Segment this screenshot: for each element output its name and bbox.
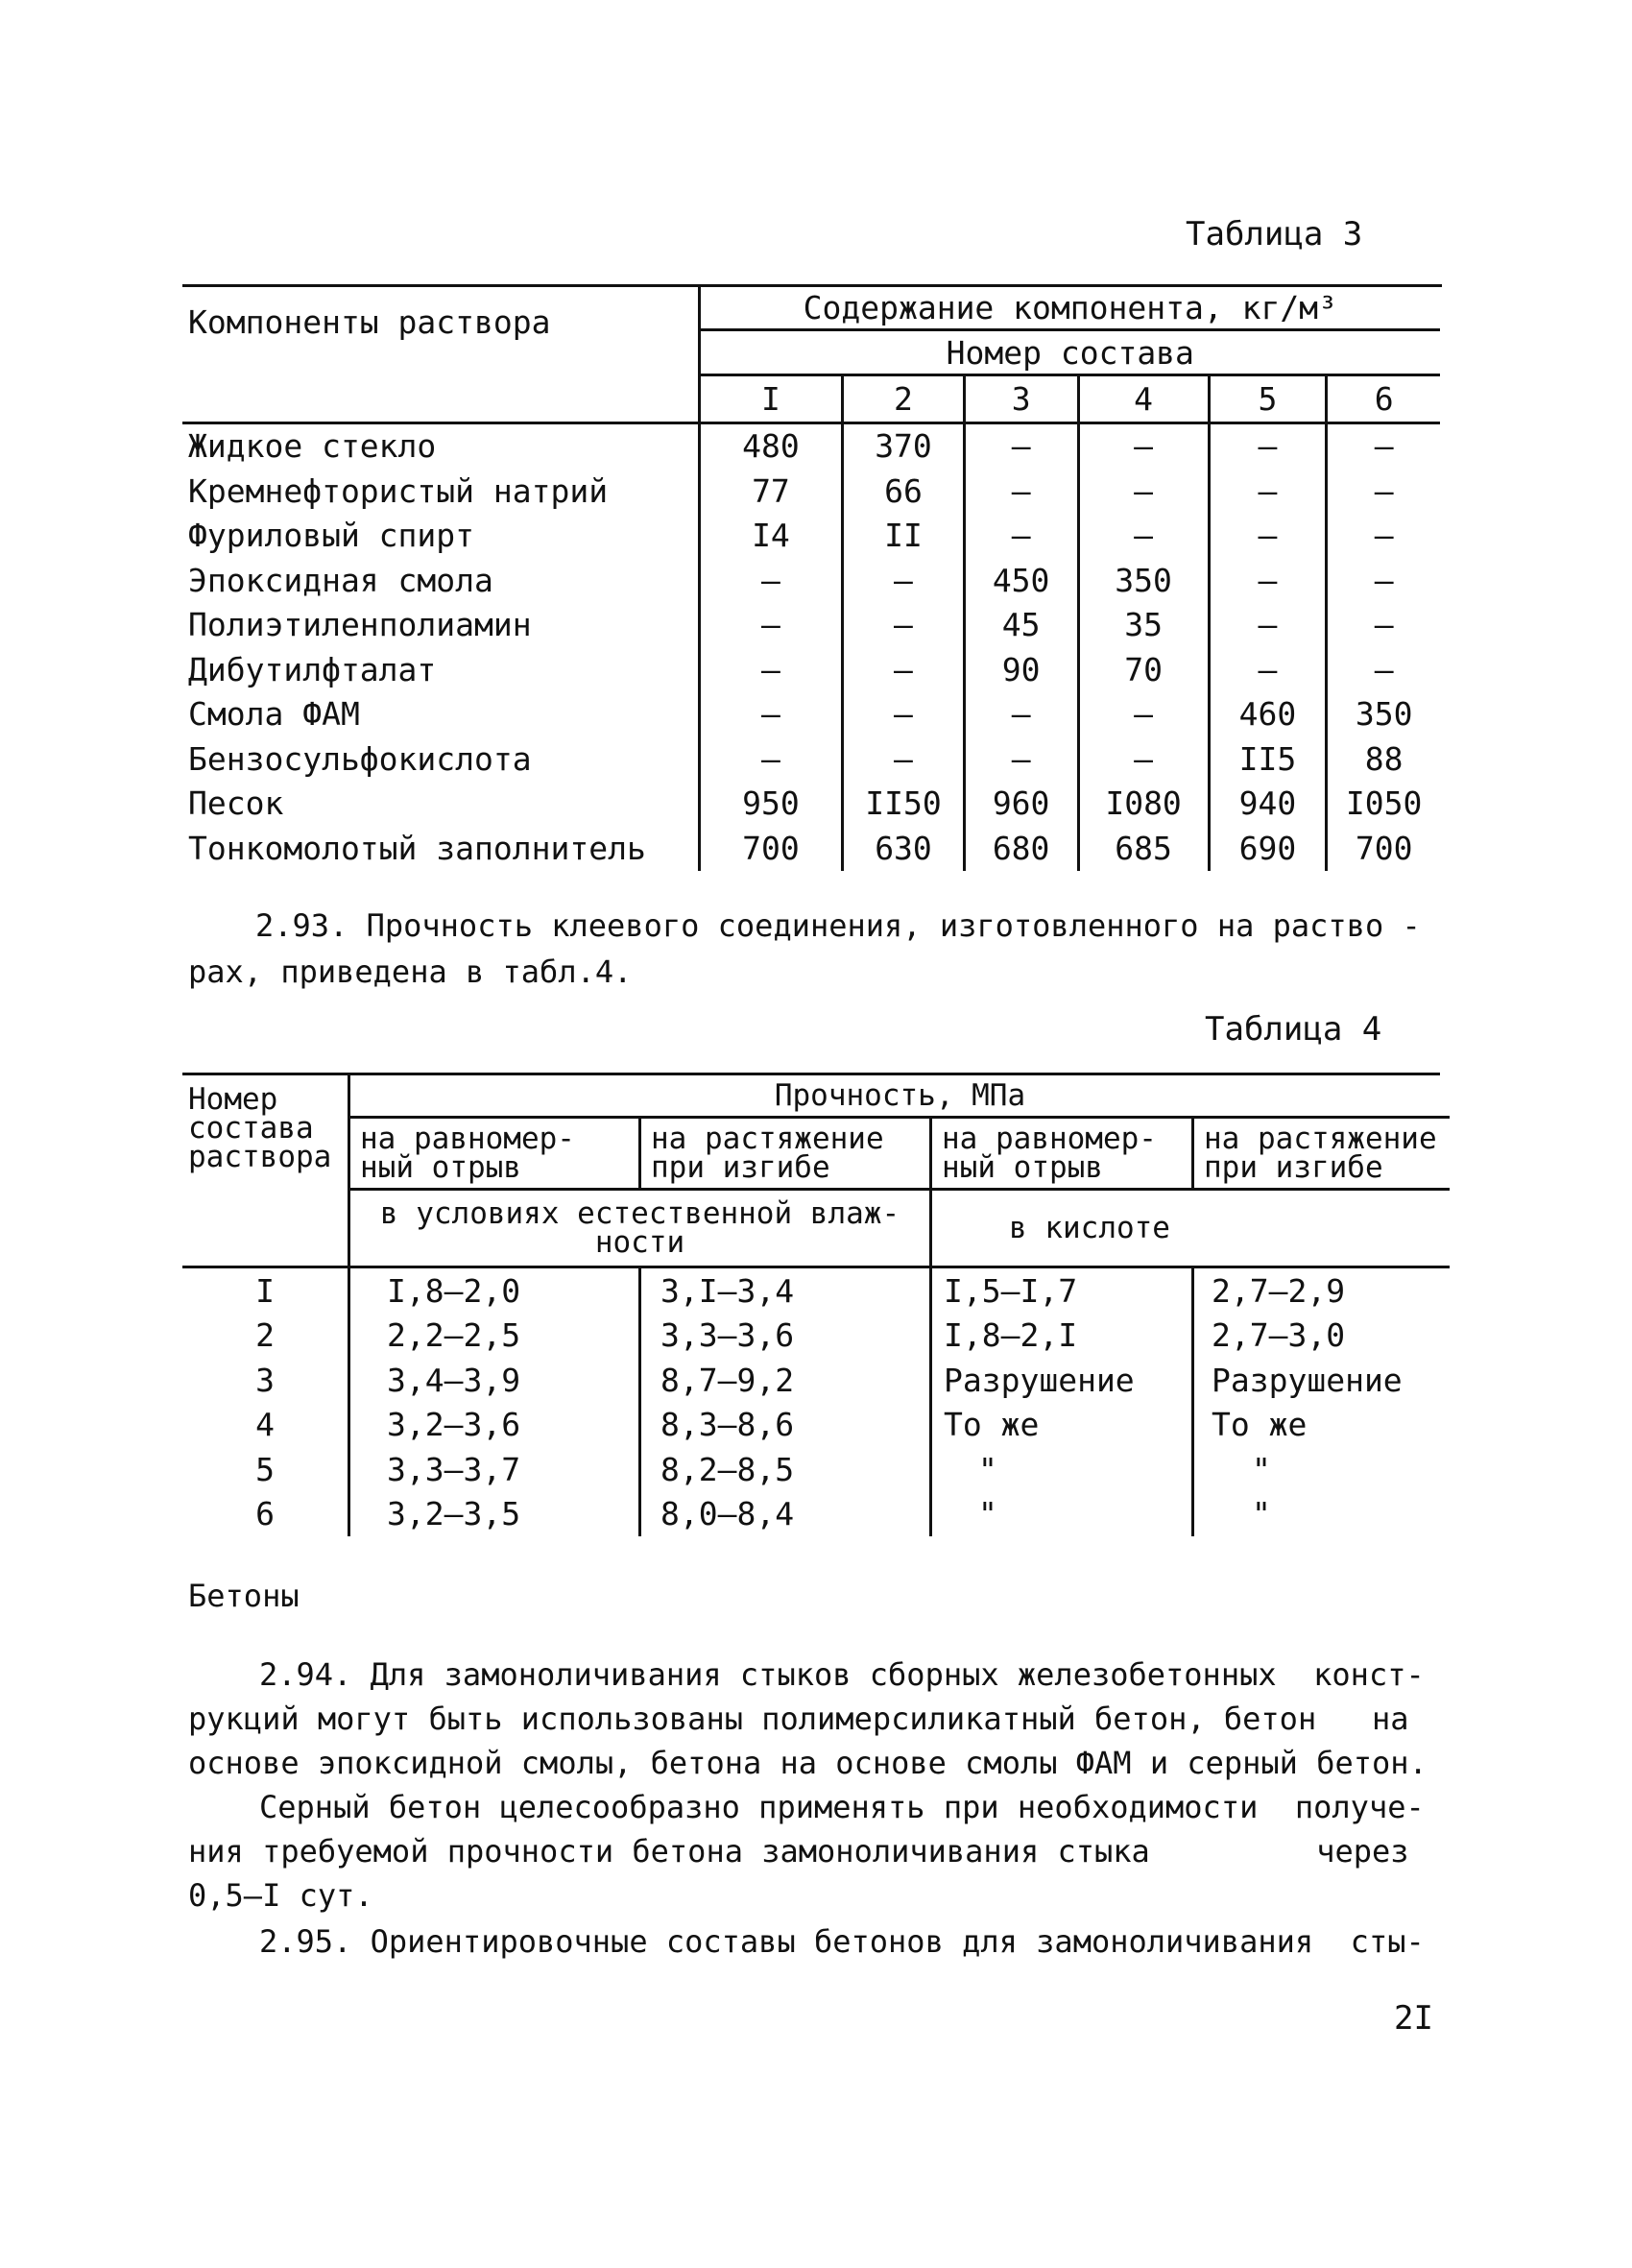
cell: – (699, 647, 843, 692)
row-label: Полиэтиленполиамин (188, 606, 532, 644)
page-number: 2I (1394, 1999, 1433, 2038)
row-label: Жидкое стекло (188, 427, 437, 466)
table3-col-2: 2 (843, 375, 964, 423)
para-294-line2: рукций могут быть использованы полимерсиликатный бетон, бетон на (188, 1701, 1409, 1737)
cell: 8,3–8,6 (640, 1403, 931, 1448)
cell: 450 (964, 558, 1078, 603)
cell: – (843, 603, 964, 648)
cell: – (1078, 736, 1209, 782)
table4-caption: Таблица 4 (1205, 1010, 1382, 1049)
table-row (182, 1403, 1450, 1448)
cell: – (699, 736, 843, 782)
table3 (182, 286, 1440, 871)
cell: 2,2–2,5 (349, 1314, 640, 1359)
cell: I,8–2,0 (349, 1267, 640, 1314)
cell: 690 (1209, 826, 1327, 871)
row-label: Смола ФАМ (188, 695, 360, 734)
cell: 685 (1078, 826, 1209, 871)
cell: I,8–2,I (931, 1314, 1193, 1359)
table-row (182, 736, 1440, 782)
para-294-line3: основе эпоксидной смолы, бетона на основе смолы ФАМ и серный бетон. (188, 1745, 1428, 1781)
cell: I4 (699, 514, 843, 559)
cell: – (1078, 692, 1209, 737)
cell: – (1209, 514, 1327, 559)
cell: 700 (699, 826, 843, 871)
para-sulfur-line2: ния требуемой прочности бетона замоноличивания стыка через (188, 1833, 1409, 1870)
table-row (182, 514, 1440, 559)
cell: – (699, 558, 843, 603)
table-row (182, 647, 1440, 692)
cell: II50 (843, 782, 964, 827)
cell: " (1193, 1492, 1451, 1537)
row-label: Эпоксидная смола (188, 561, 493, 599)
cell: – (699, 692, 843, 737)
cell: – (964, 514, 1078, 559)
para-294-line1: 2.94. Для замоноличивания стыков сборных железобетонных конст- (259, 1656, 1425, 1693)
table-row (182, 1358, 1450, 1403)
cell: 8,2–8,5 (640, 1447, 931, 1492)
table-row (182, 1314, 1450, 1359)
cell: – (1327, 514, 1440, 559)
cell: То же (931, 1403, 1193, 1448)
cell: – (1327, 558, 1440, 603)
cell: 3,4–3,9 (349, 1358, 640, 1403)
row-number: I (255, 1271, 275, 1310)
cell: II (843, 514, 964, 559)
row-number: 6 (255, 1495, 275, 1533)
cell: 88 (1327, 736, 1440, 782)
row-number: 5 (255, 1450, 275, 1488)
cell: – (1209, 422, 1327, 469)
cell: – (1327, 647, 1440, 692)
para-293-line2: рах, приведена в табл.4. (188, 953, 633, 990)
table3-col-1: I (699, 375, 843, 423)
cell: – (964, 469, 1078, 514)
cell: " (931, 1492, 1193, 1537)
table4-cond-natural: в условиях естественной влаж- ности (349, 1190, 931, 1267)
table3-caption: Таблица 3 (1186, 215, 1363, 253)
table4-sub-header-4: на растяжение при изгибе (1193, 1118, 1451, 1190)
cell: Разрушение (931, 1358, 1193, 1403)
cell: I,5–I,7 (931, 1267, 1193, 1314)
cell: 77 (699, 469, 843, 514)
row-label: Дибутилфталат (188, 650, 437, 688)
cell: 2,7–3,0 (1193, 1314, 1451, 1359)
row-number: 3 (255, 1361, 275, 1399)
table-row (182, 422, 1440, 469)
cell: 350 (1078, 558, 1209, 603)
table4-col0-header: Номер состава раствора (188, 1082, 332, 1174)
table-row (182, 692, 1440, 737)
cell: II5 (1209, 736, 1327, 782)
cell: – (1327, 469, 1440, 514)
table3-col-4: 4 (1078, 375, 1209, 423)
table3-col-header: Компоненты раствора (188, 303, 551, 341)
cell: – (1209, 603, 1327, 648)
cell: – (1078, 422, 1209, 469)
cell: – (1327, 603, 1440, 648)
para-293-line1: 2.93. Прочность клеевого соединения, изготовленного на раство - (255, 907, 1421, 944)
cell: 45 (964, 603, 1078, 648)
cell: Разрушение (1193, 1358, 1451, 1403)
section-title: Бетоны (188, 1578, 300, 1614)
table4-sub-header-1: на равномер- ный отрыв (349, 1118, 640, 1190)
cell: 950 (699, 782, 843, 827)
cell: I050 (1327, 782, 1440, 827)
cell: – (1327, 422, 1440, 469)
cell: – (1209, 469, 1327, 514)
table4 (182, 1075, 1450, 1536)
cell: – (1209, 647, 1327, 692)
cell: I080 (1078, 782, 1209, 827)
cell: 700 (1327, 826, 1440, 871)
cell: 370 (843, 422, 964, 469)
row-label: Бензосульфокислота (188, 739, 532, 778)
table-row (182, 1267, 1450, 1314)
cell: То же (1193, 1403, 1451, 1448)
cell: – (1078, 469, 1209, 514)
cell: 680 (964, 826, 1078, 871)
row-label: Тонкомолотый заполнитель (188, 829, 646, 867)
cell: 8,0–8,4 (640, 1492, 931, 1537)
table-row (182, 469, 1440, 514)
table-row (182, 782, 1440, 827)
cell: – (964, 692, 1078, 737)
cell: – (964, 422, 1078, 469)
table4-sub-header-3: на равномер- ный отрыв (931, 1118, 1193, 1190)
table3-col-6: 6 (1327, 375, 1440, 423)
cell: 2,7–2,9 (1193, 1267, 1451, 1314)
cell: 460 (1209, 692, 1327, 737)
table4-group-header: Прочность, МПа (349, 1075, 1451, 1118)
cell: – (1209, 558, 1327, 603)
cell: 3,3–3,6 (640, 1314, 931, 1359)
table-row (182, 603, 1440, 648)
table-row (182, 826, 1440, 871)
table4-cond-acid: в кислоте (931, 1190, 1451, 1267)
table-row (182, 558, 1440, 603)
cell: – (964, 736, 1078, 782)
cell: 3,2–3,6 (349, 1403, 640, 1448)
cell: 8,7–9,2 (640, 1358, 931, 1403)
cell: – (843, 558, 964, 603)
table3-group-header: Содержание компонента, кг/м³ (699, 286, 1440, 330)
para-sulfur-line1: Серный бетон целесообразно применять при необходимости получе- (259, 1789, 1425, 1825)
table3-col-5: 5 (1209, 375, 1327, 423)
cell: " (1193, 1447, 1451, 1492)
cell: " (931, 1447, 1193, 1492)
cell: – (1078, 514, 1209, 559)
row-label: Песок (188, 784, 284, 823)
table-row (182, 1447, 1450, 1492)
cell: 940 (1209, 782, 1327, 827)
cell: 35 (1078, 603, 1209, 648)
cell: 3,2–3,5 (349, 1492, 640, 1537)
row-number: 2 (255, 1316, 275, 1355)
table-row (182, 1492, 1450, 1537)
row-label: Кремнефтористый натрий (188, 471, 609, 510)
row-label: Фуриловый спирт (188, 517, 475, 555)
table3-col-3: 3 (964, 375, 1078, 423)
cell: – (843, 736, 964, 782)
cell: – (843, 647, 964, 692)
cell: 630 (843, 826, 964, 871)
cell: 90 (964, 647, 1078, 692)
cell: 3,3–3,7 (349, 1447, 640, 1492)
cell: 480 (699, 422, 843, 469)
cell: – (843, 692, 964, 737)
cell: – (699, 603, 843, 648)
table4-sub-header-2: на растяжение при изгибе (640, 1118, 931, 1190)
table3-subgroup-header: Номер состава (699, 330, 1440, 375)
cell: 350 (1327, 692, 1440, 737)
para-sulfur-line3: 0,5–I сут. (188, 1877, 373, 1914)
cell: 960 (964, 782, 1078, 827)
row-number: 4 (255, 1406, 275, 1444)
cell: 66 (843, 469, 964, 514)
cell: 3,I–3,4 (640, 1267, 931, 1314)
para-295-line1: 2.95. Ориентировочные составы бетонов для замоноличивания сты- (259, 1923, 1425, 1960)
cell: 70 (1078, 647, 1209, 692)
